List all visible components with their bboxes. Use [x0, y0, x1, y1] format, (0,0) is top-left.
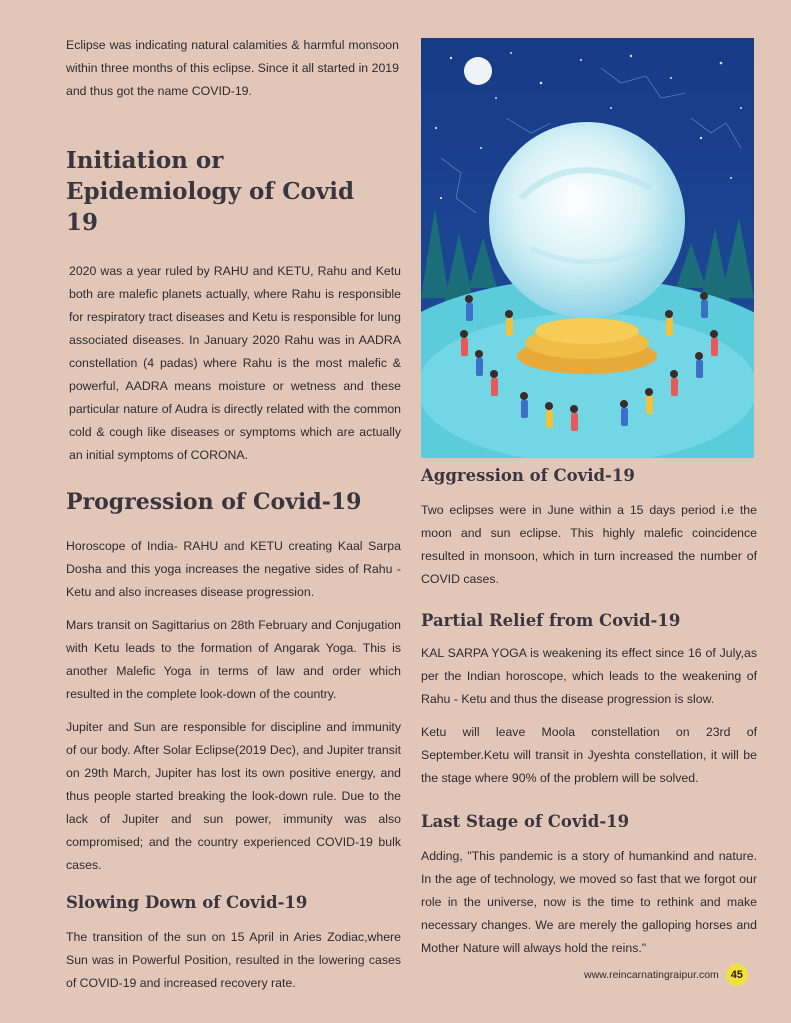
- left-column: [66, 34, 401, 995]
- progression-paragraph-2: Mars transit on Sagittarius on 28th February and Conjugation with Ketu leads to the formation of Angarak Yoga. This is another Malefic Yoga in terms of law and order which resulted in the complete look-down of the country.: [66, 618, 401, 701]
- partial-relief-paragraph-2: Ketu will leave Moola constellation on 23rd of September.Ketu will transit in Jyeshta constellation, it will be the stage where 90% of the problem will be solved.: [421, 725, 757, 785]
- intro-paragraph: Eclipse was indicating natural calamities & harmful monsoon within three months of this eclipse. Since it all started in 2019 and thus got the name COVID-19.: [66, 38, 399, 98]
- last-stage-heading: Last Stage of Covid-19: [421, 812, 630, 831]
- initiation-heading: Initiation or Epidemiology of Covid 19: [66, 147, 355, 236]
- crystal-ball-illustration: [421, 38, 754, 458]
- slowing-heading: Slowing Down of Covid-19: [66, 893, 308, 912]
- page-number-badge: 45: [726, 964, 748, 986]
- slowing-paragraph: The transition of the sun on 15 April in Aries Zodiac,where Sun was in Powerful Position, resulted in the lowering cases of COVID-19 and increased recovery rate.: [66, 930, 401, 990]
- partial-relief-heading: Partial Relief from Covid-19: [421, 611, 681, 630]
- page-footer: [584, 964, 748, 986]
- partial-relief-paragraph-1: KAL SARPA YOGA is weakening its effect since 16 of July,as per the Indian horoscope, which leads to the weakening of Rahu - Ketu and thus the disease progression is slow.: [421, 646, 757, 706]
- aggression-heading: Aggression of Covid-19: [421, 466, 635, 485]
- aggression-paragraph: Two eclipses were in June within a 15 days period i.e the moon and sun eclipse. This highly malefic coincidence resulted in monsoon, which in turn increased the number of COVID cases.: [421, 503, 757, 586]
- progression-paragraph-3: Jupiter and Sun are responsible for discipline and immunity of our body. After Solar Eclipse(2019 Dec), and Jupiter transit on 29th March, Jupiter has lost its own positive energy, and thus people started breaking the look-down rule. Due to the lack of Jupiter and sun power, immunity was also compromised; and the country experienced COVID-19 bulk cases.: [66, 720, 401, 872]
- progression-paragraph-1: Horoscope of India- RAHU and KETU creating Kaal Sarpa Dosha and this yoga increases the negative sides of Rahu - Ketu and also increases disease progression.: [66, 539, 401, 599]
- moon: [464, 57, 492, 85]
- right-column: [421, 466, 757, 960]
- website-url: www.reincarnatingraipur.com: [584, 969, 719, 981]
- crystal-ball: [489, 122, 685, 318]
- last-stage-paragraph: Adding, "This pandemic is a story of humankind and nature. In the age of technology, we moved so fast that we forgot our role in the universe, now is the time to rethink and make necessary changes. We are merely the galloping horses and Mother Nature will always hold the reins.": [421, 849, 757, 955]
- initiation-paragraph: 2020 was a year ruled by RAHU and KETU, Rahu and Ketu both are malefic planets actually, where Rahu is responsible for respiratory tract diseases and Ketu is responsible for lung associated diseases. In January 2020 Rahu was in AADRA constellation (4 padas) where Rahu is the most malefic & powerful, AADRA means moisture or wetness and these particular nature of Audra is directly related with the common cold & cough like diseases or symptoms which are actually an initial symptoms of CORONA.: [69, 264, 401, 462]
- progression-heading: Progression of Covid-19: [66, 489, 362, 515]
